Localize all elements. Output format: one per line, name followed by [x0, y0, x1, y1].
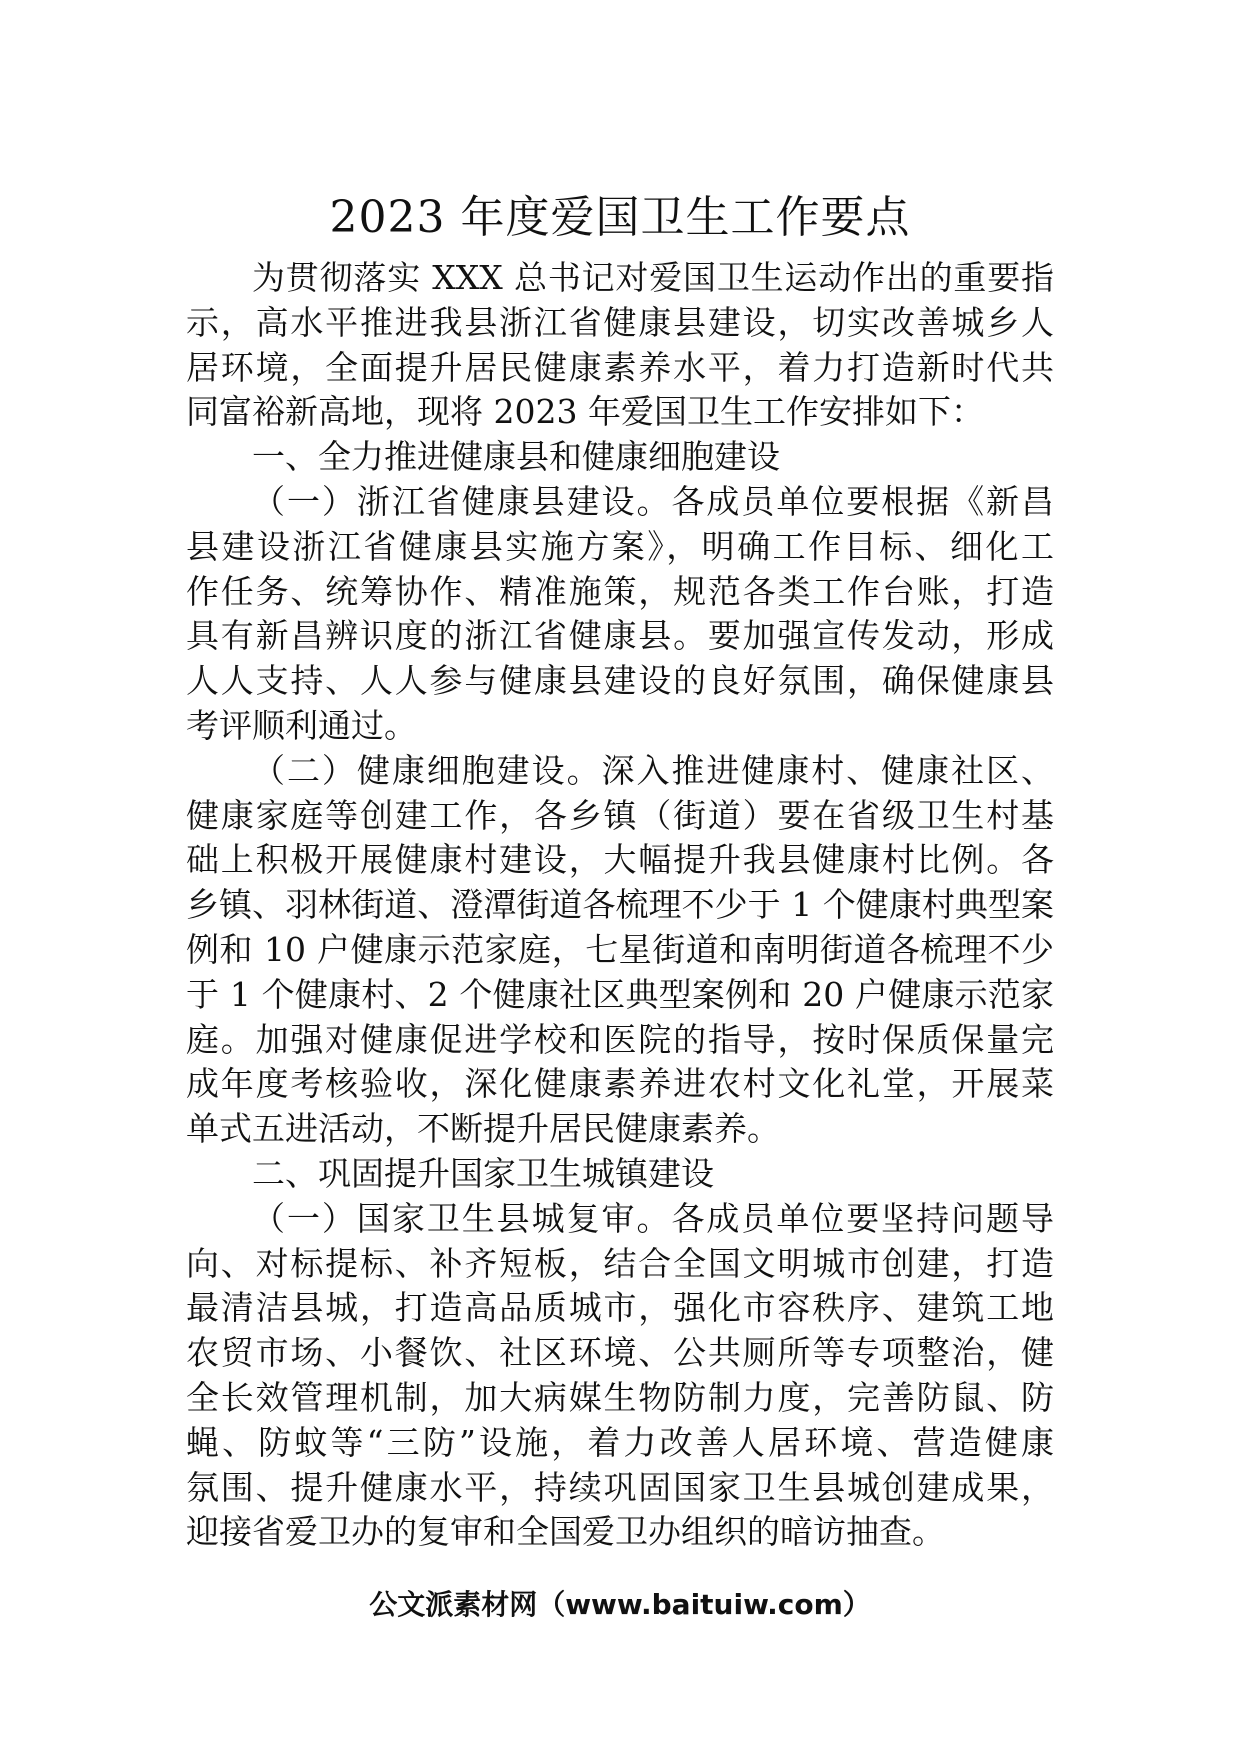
paragraph-line: （二）健康细胞建设。深入推进健康村、健康社区、 [252, 750, 1054, 790]
paragraph-line: 居环境，全面提升居民健康素养水平，着力打造新时代共 [186, 347, 1054, 387]
paragraph-line: 迎接省爱卫办的复审和全国爱卫办组织的暗访抽查。 [186, 1512, 945, 1552]
document-body [186, 256, 1054, 1555]
paragraph-line: 农贸市场、小餐饮、社区环境、公共厕所等专项整治，健 [186, 1333, 1054, 1373]
paragraph-line: 为贯彻落实 XXX 总书记对爱国卫生运动作出的重要指 [252, 258, 1054, 297]
source-footer: 公文派素材网（www.baituiw.com） [369, 1588, 871, 1621]
paragraph-line: 具有新昌辨识度的浙江省健康县。要加强宣传发动，形成 [186, 616, 1054, 656]
paragraph-line: 单式五进活动，不断提升居民健康素养。 [186, 1109, 780, 1149]
paragraph-line: 乡镇、羽林街道、澄潭街道各梳理不少于 1 个健康村典型案 [186, 885, 1054, 925]
paragraph-line: 示，高水平推进我县浙江省健康县建设，切实改善城乡人 [186, 302, 1054, 342]
document-title: 2023 年度爱国卫生工作要点 [329, 192, 911, 243]
paragraph-line: 作任务、统筹协作、精准施策，规范各类工作台账，打造 [186, 571, 1054, 611]
paragraph-line: 例和 10 户健康示范家庭，七星街道和南明街道各梳理不少 [186, 929, 1054, 969]
paragraph-line: 同富裕新高地，现将 2023 年爱国卫生工作安排如下： [186, 392, 984, 432]
section-heading: 一、全力推进健康县和健康细胞建设 [252, 437, 780, 477]
paragraph-line: 蝇、防蚊等“三防”设施，着力改善人居环境、营造健康 [186, 1422, 1054, 1462]
paragraph-line: 庭。加强对健康促进学校和医院的指导，按时保质保量完 [186, 1019, 1054, 1059]
paragraph-line: 于 1 个健康村、2 个健康社区典型案例和 20 户健康示范家 [186, 974, 1054, 1014]
paragraph-line: 成年度考核验收，深化健康素养进农村文化礼堂，开展菜 [186, 1064, 1054, 1104]
section-heading: 二、巩固提升国家卫生城镇建设 [252, 1153, 714, 1193]
paragraph-line: 础上积极开展健康村建设，大幅提升我县健康村比例。各 [186, 840, 1054, 880]
paragraph-line: 全长效管理机制，加大病媒生物防制力度，完善防鼠、防 [186, 1377, 1054, 1417]
paragraph-line: （一）国家卫生县城复审。各成员单位要坚持问题导 [252, 1198, 1054, 1238]
paragraph-line: 氛围、提升健康水平，持续巩固国家卫生县城创建成果， [186, 1467, 1054, 1507]
paragraph-line: 最清洁县城，打造高品质城市，强化市容秩序、建筑工地 [186, 1288, 1054, 1328]
paragraph-line: （一）浙江省健康县建设。各成员单位要根据《新昌 [252, 481, 1054, 521]
paragraph-line: 健康家庭等创建工作，各乡镇（街道）要在省级卫生村基 [186, 795, 1054, 835]
paragraph-line: 向、对标提标、补齐短板，结合全国文明城市创建，打造 [186, 1243, 1054, 1283]
paragraph-line: 人人支持、人人参与健康县建设的良好氛围，确保健康县 [186, 661, 1054, 701]
paragraph-line: 县建设浙江省健康县实施方案》，明确工作目标、细化工 [186, 526, 1054, 566]
paragraph-line: 考评顺利通过。 [186, 705, 417, 745]
